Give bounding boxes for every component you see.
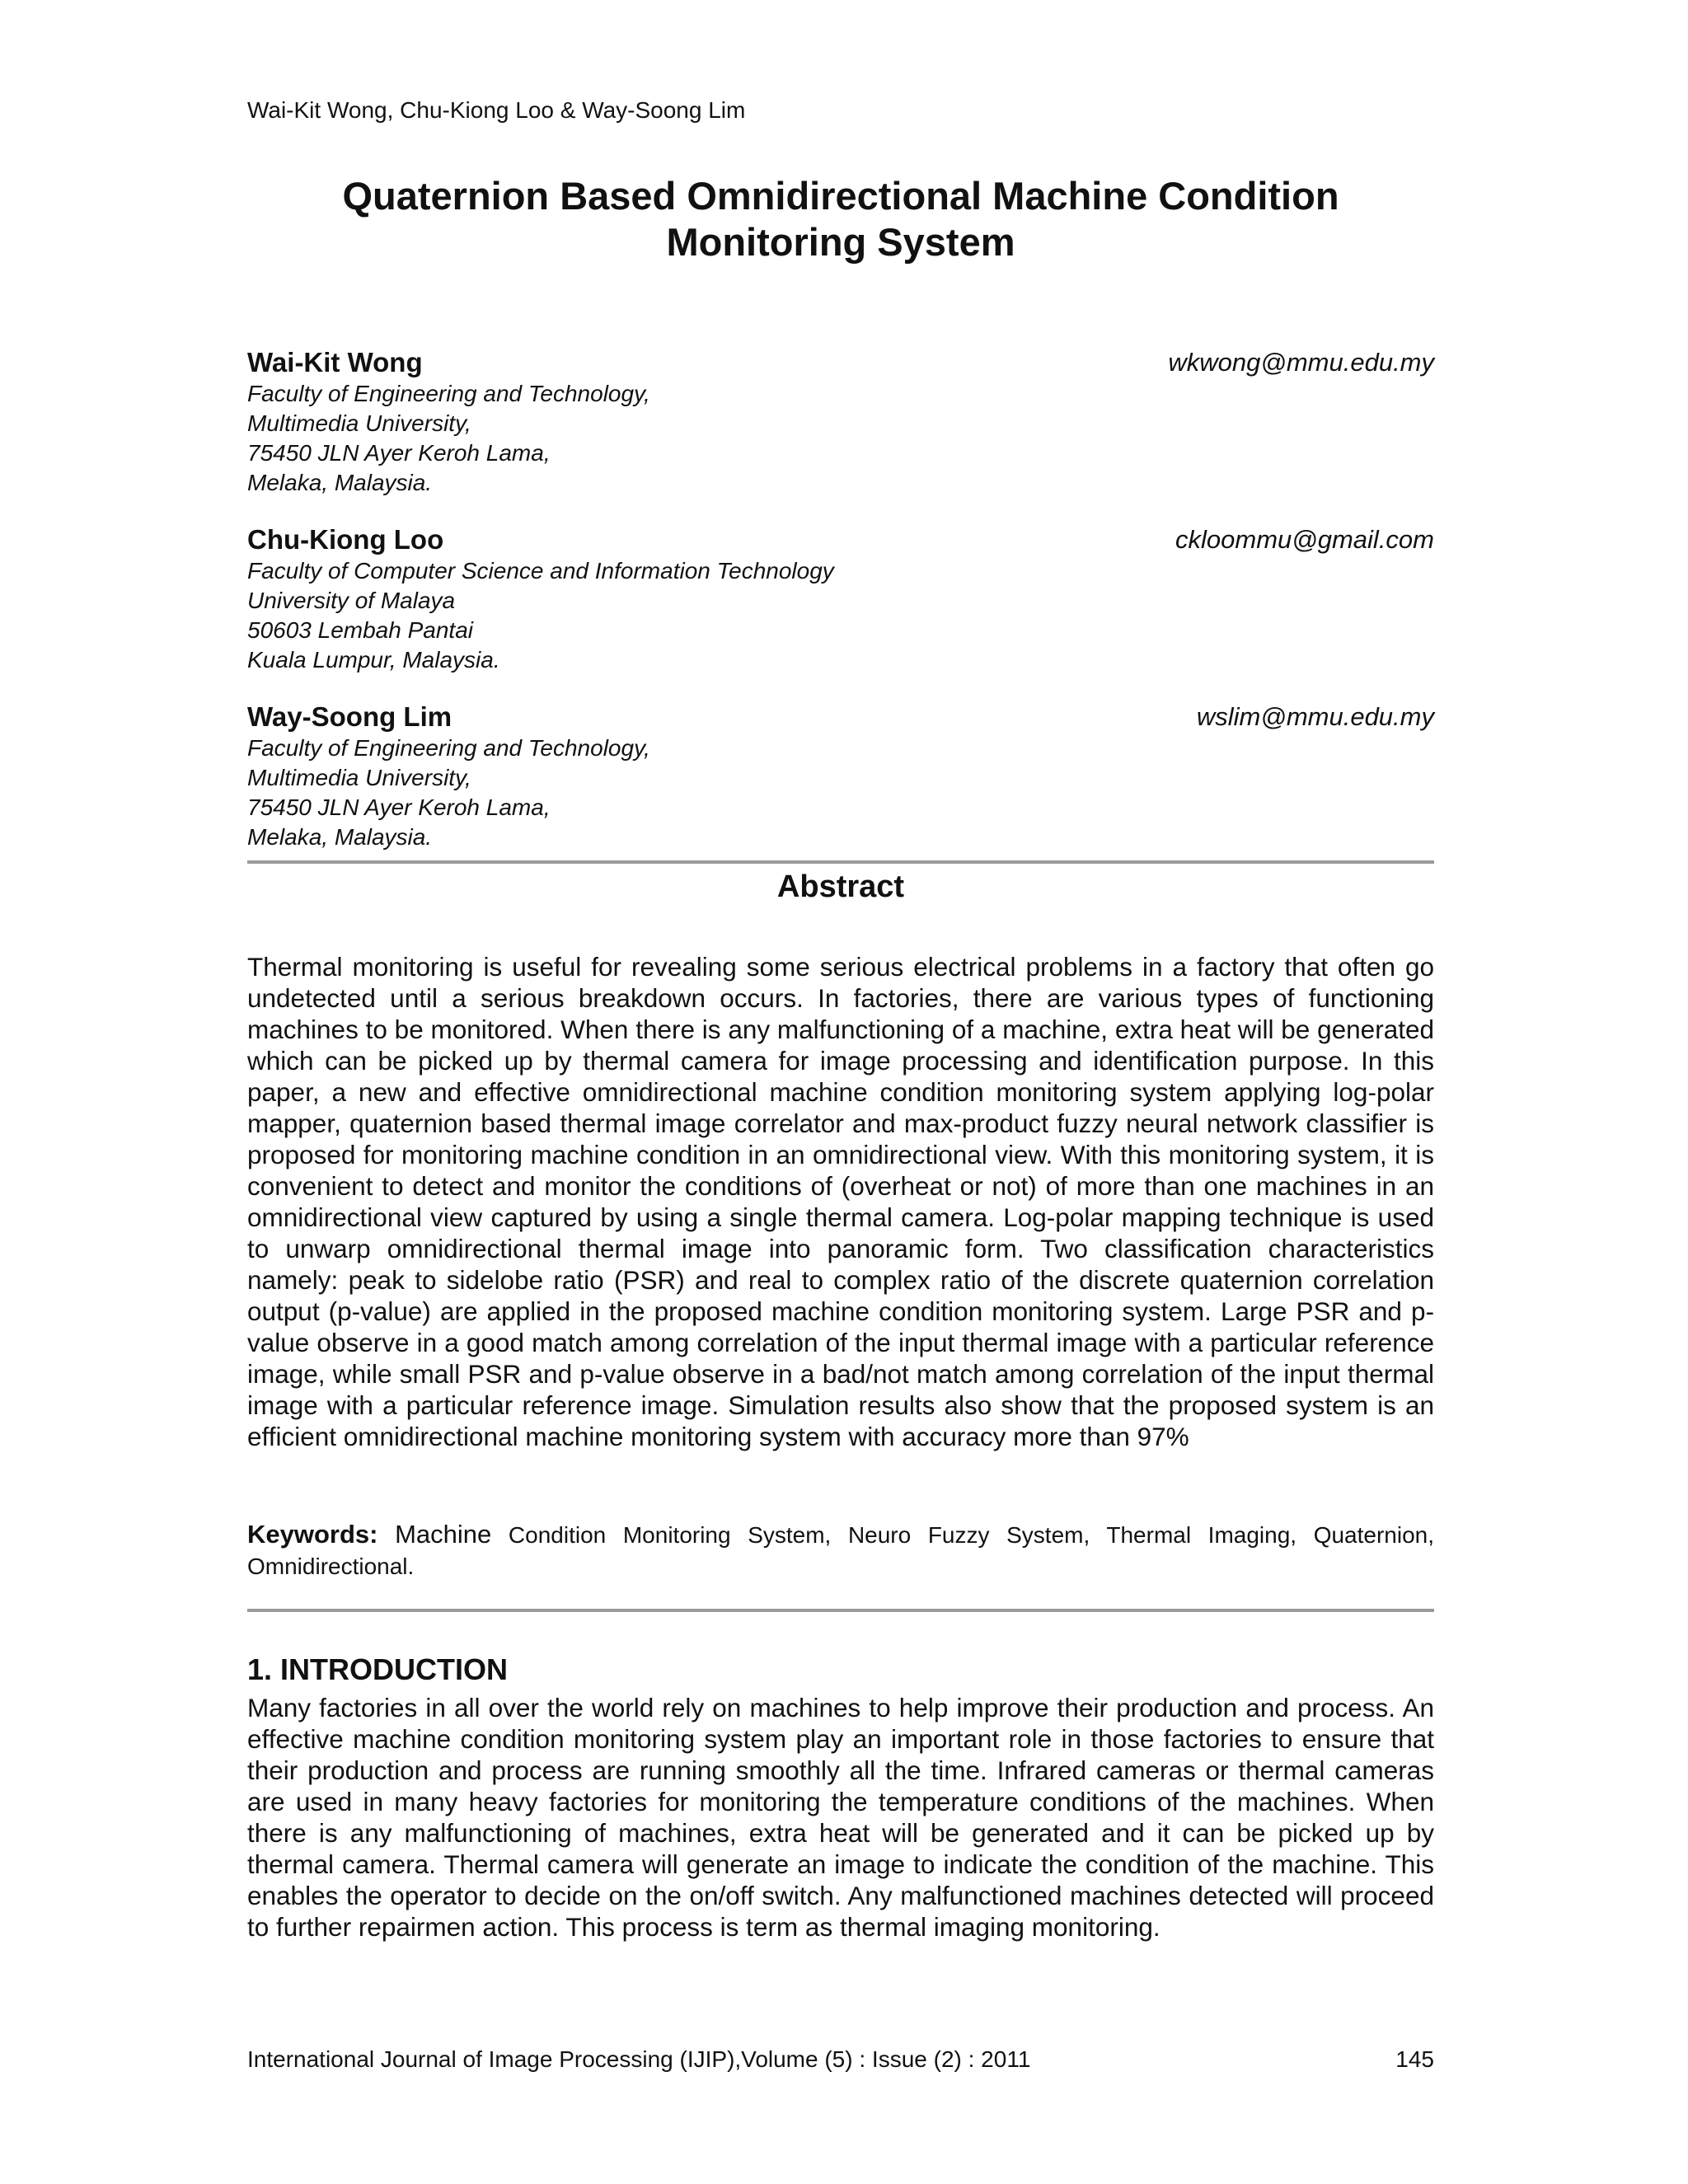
section-heading: 1. INTRODUCTION xyxy=(247,1652,509,1686)
abstract-text: Thermal monitoring is useful for revealing some serious electrical problems in a factory that often go undetected until a serious breakdown occurs. In factories, there are various types of functioning machines to be monitored. When there is any malfunctioning of a machine, extra heat will be generated which can be picked up by thermal camera for image processing and identification purpose. In this paper, a new and effective omnidirectional machine condition monitoring system applying log-polar mapper, quaternion based thermal image correlator and max-product fuzzy neural network classifier is proposed for monitoring machine condition in an omnidirectional view. With this monitoring system, it is convenient to detect and monitor the conditions of (overheat or not) of more than one machines in an omnidirectional view captured by using a single thermal camera. Log-polar mapping technique is used to unwarp omnidirectional thermal image into panoramic form. Two classification characteristics namely: peak to sidelobe ratio (PSR) and real to complex ratio of the discrete quaternion correlation output (p-value) are applied in the proposed machine condition monitoring system. Large PSR and p-value observe in a good match among correlation of the input thermal image with a particular reference image, while small PSR and p-value observe in a bad/not match among correlation of the input thermal image with a particular reference image. Simulation results also show that the proposed system is an efficient omnidirectional machine monitoring system with accuracy more than 97% xyxy=(247,952,1434,1451)
affiliation-line: Faculty of Computer Science and Information Technology xyxy=(247,558,834,583)
affiliation-line: Multimedia University, xyxy=(247,410,471,436)
author-block-3 xyxy=(247,701,1434,852)
keywords-first-term: Machine xyxy=(395,1520,492,1549)
author-name: Chu-Kiong Loo xyxy=(247,524,444,555)
paper-title xyxy=(247,173,1434,265)
affiliation-line: 75450 JLN Ayer Keroh Lama, xyxy=(247,440,551,466)
abstract-heading: Abstract xyxy=(776,869,905,904)
keywords-label: Keywords: xyxy=(247,1520,378,1549)
title-line-2: Monitoring System xyxy=(666,220,1015,264)
author-name: Way-Soong Lim xyxy=(247,701,452,732)
affiliation-line: Kuala Lumpur, Malaysia. xyxy=(247,647,500,673)
affiliation-line: Melaka, Malaysia. xyxy=(247,824,433,850)
affiliation-line: 50603 Lembah Pantai xyxy=(247,617,473,643)
introduction-text: Many factories in all over the world rely on machines to help improve their production and process. An effective machine condition monitoring system play an important role in those factories to ensure that their production and process are running smoothly all the time. Infrared cameras or thermal cameras are used in many heavy factories for monitoring the temperature conditions of the machines. When there is any malfunctioning of machines, extra heat will be generated and it can be picked up by thermal camera. Thermal camera will generate an image to indicate the condition of the machine. This enables the operator to decide on the on/off switch. Any malfunctioned machines detected will proceed to further repairmen action. This process is term as thermal imaging monitoring. xyxy=(247,1693,1434,1942)
author-email[interactable]: wslim@mmu.edu.my xyxy=(1196,702,1434,731)
affiliation-line: Multimedia University, xyxy=(247,765,471,790)
affiliation-line: Melaka, Malaysia. xyxy=(247,470,433,495)
author-name: Wai-Kit Wong xyxy=(247,347,423,377)
author-email[interactable]: ckloommu@gmail.com xyxy=(1175,525,1434,554)
keywords xyxy=(247,1519,1434,1582)
affiliation-line: Faculty of Engineering and Technology, xyxy=(247,381,650,406)
author-block-2 xyxy=(247,523,1434,675)
divider-rule xyxy=(247,1609,1434,1612)
author-block-1 xyxy=(247,346,1434,498)
affiliation-line: Faculty of Engineering and Technology, xyxy=(247,735,650,761)
author-email[interactable]: wkwong@mmu.edu.my xyxy=(1168,348,1434,377)
affiliation-line: University of Malaya xyxy=(247,588,456,613)
divider-rule xyxy=(247,860,1434,864)
affiliation-line: 75450 JLN Ayer Keroh Lama, xyxy=(247,794,551,820)
page-number: 145 xyxy=(1395,2046,1434,2072)
running-head: Wai-Kit Wong, Chu-Kiong Loo & Way-Soong Lim xyxy=(247,97,746,123)
keywords-list: Condition Monitoring System, Neuro Fuzzy System, Thermal Imaging, Quaternion, Omnidirectional. xyxy=(247,1522,1435,1579)
title-line-1: Quaternion Based Omnidirectional Machine Condition xyxy=(342,174,1339,218)
footer-journal: International Journal of Image Processing (IJIP),Volume (5) : Issue (2) : 2011 xyxy=(247,2046,1031,2072)
